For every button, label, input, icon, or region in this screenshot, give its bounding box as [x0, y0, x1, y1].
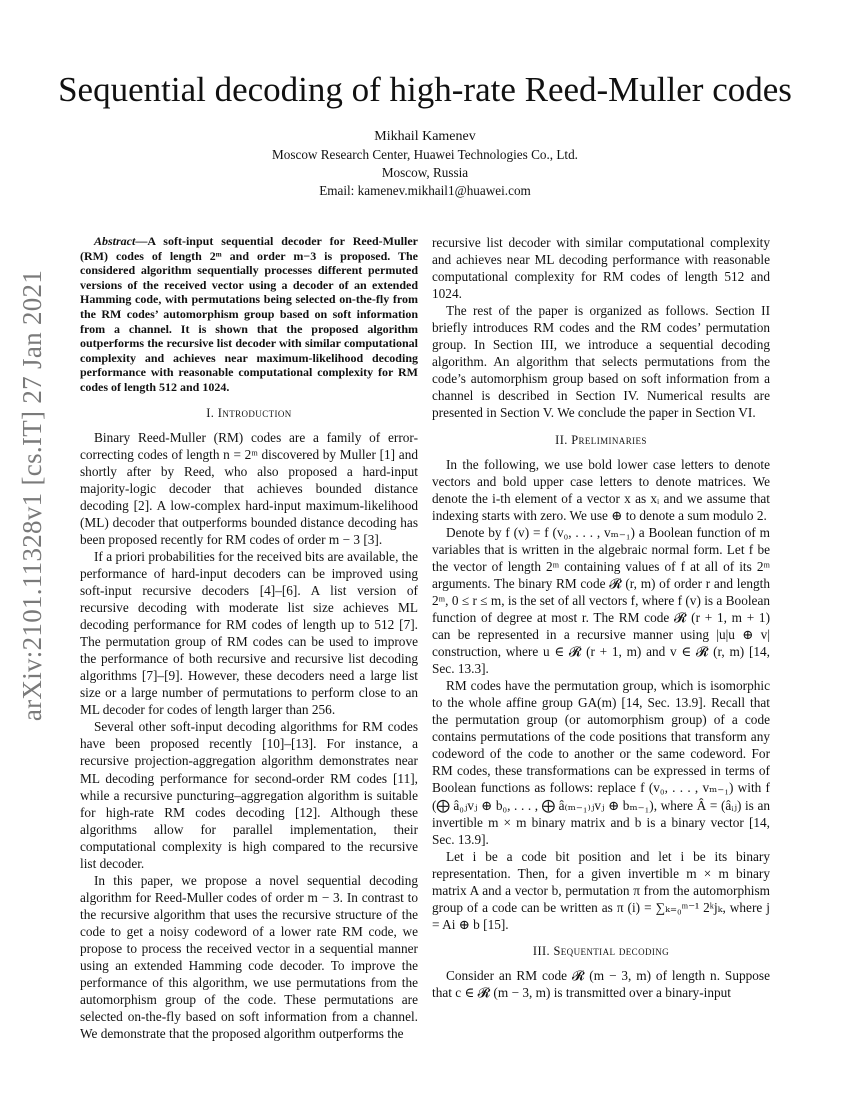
bit-position-paragraph: Let i be a code bit position and let i be its binary representation. Then, for a given invertible m × m binary matrix A and a vector b, permutation π from the automorphism group of a code can be written as π (i) = ∑ₖ₌₀ᵐ⁻¹ 2ᵏjₖ, where j = Ai ⊕ b [15]. [432, 848, 770, 932]
right-column [432, 234, 770, 1001]
sequential-decoding-paragraph: Consider an RM code 𝓡 (m − 3, m) of length n. Suppose that c ∈ 𝓡 (m − 3, m) is transmitted over a binary-input [432, 967, 770, 1000]
author-affiliation: Moscow Research Center, Huawei Technologies Co., Ltd. [272, 147, 578, 162]
left-column [80, 234, 418, 1042]
permutation-group-paragraph: RM codes have the permutation group, which is isomorphic to the whole affine group GA(m) [14, Sec. 13.9]. Recall that the permutation group (or automorphism group) of a code contains permutations of the code positions that transform any codeword of the code to another or the same codeword. For RM codes, these transformations can be expressed in terms of Boolean functions as follows: replace f (v₀, . . . , vₘ₋₁) with f (⨁ â₀ⱼvⱼ ⊕ b₀, . . . , ⨁ â₍ₘ₋₁₎ⱼvⱼ ⊕ bₘ₋₁), where Â = (âᵢⱼ) is an invertible m × m binary matrix and b is a binary vector [14, Sec. 13.9]. [432, 678, 770, 847]
author-email: Email: kamenev.mikhail1@huawei.com [319, 183, 531, 198]
organization-paragraph: The rest of the paper is organized as follows. Section II briefly introduces RM codes and the RM codes’ permutation group. In Section III, we introduce a sequential decoding algorithm. An algorithm that selects permutations from the code’s automorphism group based on soft information from a channel is described in Section IV. Numerical results are presented in Section V. We conclude the paper in Section VI. [432, 303, 770, 421]
arxiv-sidebar [8, 269, 58, 721]
author-location: Moscow, Russia [381, 165, 469, 180]
section-heading-sequential-decoding: III. Sequential decoding [532, 943, 670, 958]
abstract-lead: Abstract [94, 234, 136, 248]
boolean-function-paragraph: Denote by f (v) = f (v₀, . . . , vₘ₋₁) a Boolean function of m variables that is written in the algebraic normal form. Let f be the vector of length 2ᵐ containing values of f at all of its 2ᵐ arguments. The binary RM code 𝓡 (r, m) of order r and length 2ᵐ, 0 ≤ r ≤ m, is the set of all vectors f, where f (v) is a Boolean function of degree at most r. The RM code 𝓡 (r + 1, m + 1) can be represented in a recursive manner using |u|u ⊕ v| construction, where u ∈ 𝓡 (r + 1, m) and v ∈ 𝓡 (r, m) [14, Sec. 13.3]. [432, 524, 770, 677]
notation-paragraph: In the following, we use bold lower case letters to denote vectors and bold upper case letters to denote matrices. We denote the i-th element of a vector x as xᵢ and we assume that indexing starts with zero. We use ⊕ to denote a sum modulo 2. [432, 456, 770, 523]
abstract [80, 234, 418, 395]
author-block [0, 128, 850, 200]
abstract-text: —A soft-input sequential decoder for Reed-Muller (RM) codes of length 2ᵐ and order m−3 is proposed. The considered algorithm sequentially processes different permuted versions of the received vector using a decoder of an extended Hamming code, with permutations being selected on-the-fly from the RM codes’ automorphism group based on soft information from a channel. It is shown that the proposed algorithm outperforms the recursive list decoder with similar computational complexity and achieves near maximum-likelihood decoding performance with reasonable computational complexity for RM codes of length 512 and 1024. [80, 234, 418, 394]
intro-paragraph-4: In this paper, we propose a novel sequential decoding algorithm for Reed-Muller codes of order m − 3. In contrast to the recursive algorithm that uses the recursive structure of the code to get a noisy codeword of a lower rate RM code, we propose to process the received vector in a sequential manner using an extended Hamming code decoder. To improve the performance of this algorithm, we use permutations from the automorphism group of the code. These permutations are selected on-the-fly based on soft information from a channel. We demonstrate that the proposed algorithm outperforms the [80, 872, 418, 1042]
intro-paragraph-continuation: recursive list decoder with similar computational complexity and achieves near ML decoding performance with reasonable computational complexity for RM codes of length 512 and 1024. [432, 235, 770, 302]
paper-title: Sequential decoding of high-rate Reed-Muller codes [58, 70, 792, 109]
author-name: Mikhail Kamenev [374, 129, 476, 144]
arxiv-identifier: arXiv:2101.11328v1 [cs.IT] 27 Jan 2021 [17, 269, 48, 721]
section-heading-introduction: I. Introduction [206, 405, 292, 420]
intro-paragraph-1: Binary Reed-Muller (RM) codes are a family of error-correcting codes of length n = 2ᵐ discovered by Muller [1] and shortly after by Reed, who also proposed a hard-input majority-logic decoder that achieves bounded distance decoding [2]. A low-complex hard-input maximum-likelihood (ML) decoder that outperforms bounded distance decoding has been proposed recently for RM codes of order m − 3 [3]. [80, 429, 418, 547]
intro-paragraph-3: Several other soft-input decoding algorithms for RM codes have been proposed recently [10]–[13]. For instance, a recursive projection-aggregation algorithm demonstrates near ML decoding performance for second-order RM codes [11], while a recursive puncturing–aggregation algorithm is suitable for high-rate RM codes decoding [12]. Although these algorithms allow for parallel implementation, their computational complexity is high compared to the recursive list decoder. [80, 719, 418, 871]
intro-paragraph-2: If a priori probabilities for the received bits are available, the performance of hard-input decoders can be improved using soft-input recursive decoders [4]–[6]. A list version of recursive decoding with moderate list size achieves ML decoding performance for RM codes of length up to 512 [7]. The permutation group of RM codes can be used to improve the performance of both recursive and recursive list decoding algorithms [7]–[9]. However, these decoders need a large list size or a large number of permutations to perform close to an ML decoder for codes of length larger than 256. [80, 548, 418, 718]
section-heading-preliminaries: II. Preliminaries [555, 432, 647, 447]
